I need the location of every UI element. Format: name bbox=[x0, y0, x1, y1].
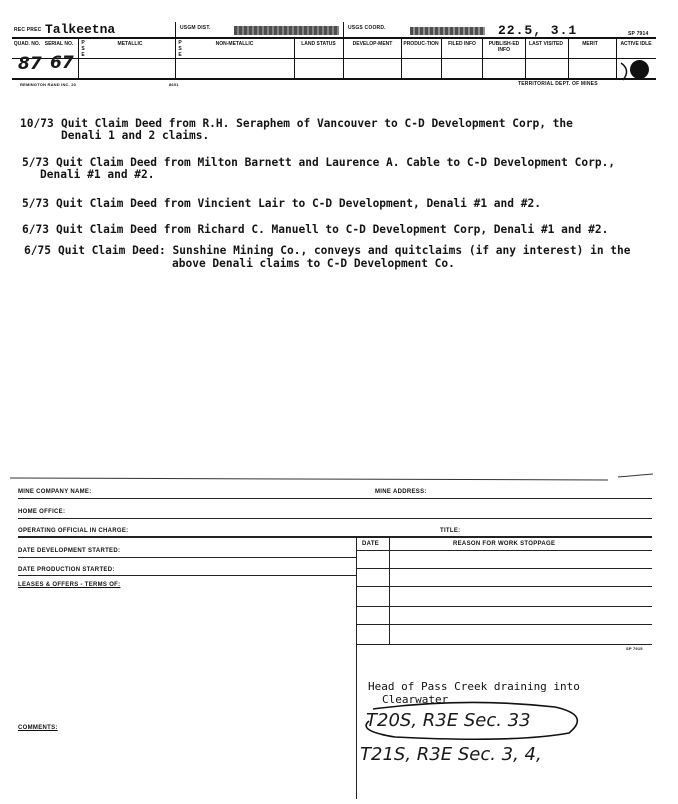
department-label: TERRITORIAL DEPT. OF MINES bbox=[518, 81, 598, 87]
entry-4-text: Quit Claim Deed from Richard C. Manuell to C-D Development Corp, Denali #1 and #2. bbox=[56, 223, 609, 236]
header-divider bbox=[343, 39, 344, 79]
entry-4-date: 6/73 bbox=[22, 223, 49, 236]
coord-value: 22.5, 3.1 bbox=[498, 23, 578, 38]
typed-note-line-1: Head of Pass Creek draining into bbox=[368, 680, 580, 693]
active-idle-label: ACTIVE IDLE bbox=[620, 41, 652, 47]
form-number-bottom: SP 7915 bbox=[626, 646, 643, 651]
operating-official-label: OPERATING OFFICIAL IN CHARGE: bbox=[18, 528, 129, 534]
entry-5-continuation: above Denali claims to C-D Development Co. bbox=[172, 257, 455, 270]
usgs-coord-label: USGS COORD. bbox=[348, 25, 386, 31]
entry-1-continuation: Denali 1 and 2 claims. bbox=[61, 129, 210, 142]
land-status-label: LAND STATUS bbox=[301, 41, 336, 47]
form-rule bbox=[18, 518, 652, 519]
table-rule bbox=[356, 644, 652, 645]
last-visited-label: LAST VISITED bbox=[529, 41, 563, 47]
table-rule bbox=[356, 586, 652, 587]
comments-label: COMMENTS: bbox=[18, 725, 58, 731]
development-label: DEVELOP-MENT bbox=[352, 41, 393, 47]
entry-1-text: Quit Claim Deed from R.H. Seraphem of Vancouver to C-D Development Corp, the bbox=[61, 117, 573, 130]
mine-company-name-label: MINE COMPANY NAME: bbox=[18, 489, 92, 495]
active-check-stroke bbox=[619, 60, 633, 82]
grade-letters: P S E bbox=[178, 40, 182, 58]
date-development-started-label: DATE DEVELOPMENT STARTED: bbox=[18, 548, 121, 554]
production-label: PRODUC-TION bbox=[403, 41, 439, 47]
form-rule bbox=[18, 498, 652, 499]
quad-handwritten: 87 bbox=[18, 54, 42, 74]
title-label: TITLE: bbox=[440, 528, 461, 534]
form-rule bbox=[18, 536, 652, 538]
nonmetallic-label: NON-METALLIC bbox=[215, 41, 254, 47]
header-divider bbox=[568, 39, 569, 79]
table-rule bbox=[356, 550, 652, 551]
entry-5-date: 6/75 bbox=[24, 244, 51, 257]
date-production-started-label: DATE PRODUCTION STARTED: bbox=[18, 567, 115, 573]
home-office-label: HOME OFFICE: bbox=[18, 509, 66, 515]
quad-no-label: QUAD. NO. bbox=[13, 41, 41, 47]
typed-note-line-2: Clearwater bbox=[382, 693, 449, 706]
form-number-top: SP 7914 bbox=[628, 31, 649, 37]
header-divider bbox=[294, 39, 295, 79]
header-mid-rule bbox=[12, 58, 656, 59]
entry-5-text: Quit Claim Deed: Sunshine Mining Co., conveys and quitclaims (if any interest) in the bbox=[58, 244, 631, 257]
form-top-edge bbox=[8, 468, 668, 488]
serial-handwritten: 67 bbox=[50, 53, 74, 73]
table-rule bbox=[356, 606, 652, 607]
handwritten-location-1: T20S, R3E Sec. 33 bbox=[366, 710, 531, 731]
entry-2-text: Quit Claim Deed from Milton Barnett and Laurence A. Cable to C-D Development Corp., bbox=[56, 156, 616, 169]
handwritten-location-2: T21S, R3E Sec. 3, 4, bbox=[360, 744, 542, 765]
redacted-coord-mark bbox=[410, 27, 485, 35]
table-rule bbox=[356, 624, 652, 625]
header-strip bbox=[12, 20, 656, 86]
entry-1-date: 10/73 bbox=[20, 117, 54, 130]
printer-code: 8601 bbox=[169, 82, 179, 87]
date-column-header: DATE bbox=[362, 541, 380, 547]
header-bottom-rule bbox=[12, 78, 656, 80]
entry-3-date: 5/73 bbox=[22, 197, 49, 210]
table-divider bbox=[389, 537, 390, 645]
serial-no-label: SERIAL NO. bbox=[44, 41, 74, 47]
grade-letters: P S E bbox=[81, 40, 85, 58]
filed-info-label: FILED INFO bbox=[448, 41, 476, 47]
printer-label: REMINGTON RAND INC. 20 bbox=[20, 82, 77, 87]
entry-3-text: Quit Claim Deed from Vincient Lair to C-D Development, Denali #1 and #2. bbox=[56, 197, 541, 210]
table-divider bbox=[356, 537, 357, 799]
merit-label: MERIT bbox=[582, 41, 598, 47]
metallic-label: METALLIC bbox=[117, 41, 143, 47]
reason-column-header: REASON FOR WORK STOPPAGE bbox=[453, 541, 556, 547]
header-divider bbox=[616, 39, 617, 79]
entry-2-date: 5/73 bbox=[22, 156, 49, 169]
mine-address-label: MINE ADDRESS: bbox=[375, 489, 427, 495]
published-info-label: PUBLISH-ED INFO bbox=[488, 41, 520, 53]
table-rule bbox=[356, 568, 652, 569]
form-rule bbox=[18, 575, 356, 576]
rec-prec-value: Talkeetna bbox=[45, 22, 116, 37]
leases-offers-label: LEASES & OFFERS - TERMS OF: bbox=[18, 582, 121, 588]
form-rule bbox=[18, 557, 356, 558]
entry-2-continuation: Denali #1 and #2. bbox=[40, 168, 155, 181]
usgm-dist-label: USGM DIST. bbox=[180, 25, 211, 31]
rec-prec-label: REC PREC bbox=[14, 27, 42, 33]
redacted-district-mark bbox=[234, 26, 339, 35]
